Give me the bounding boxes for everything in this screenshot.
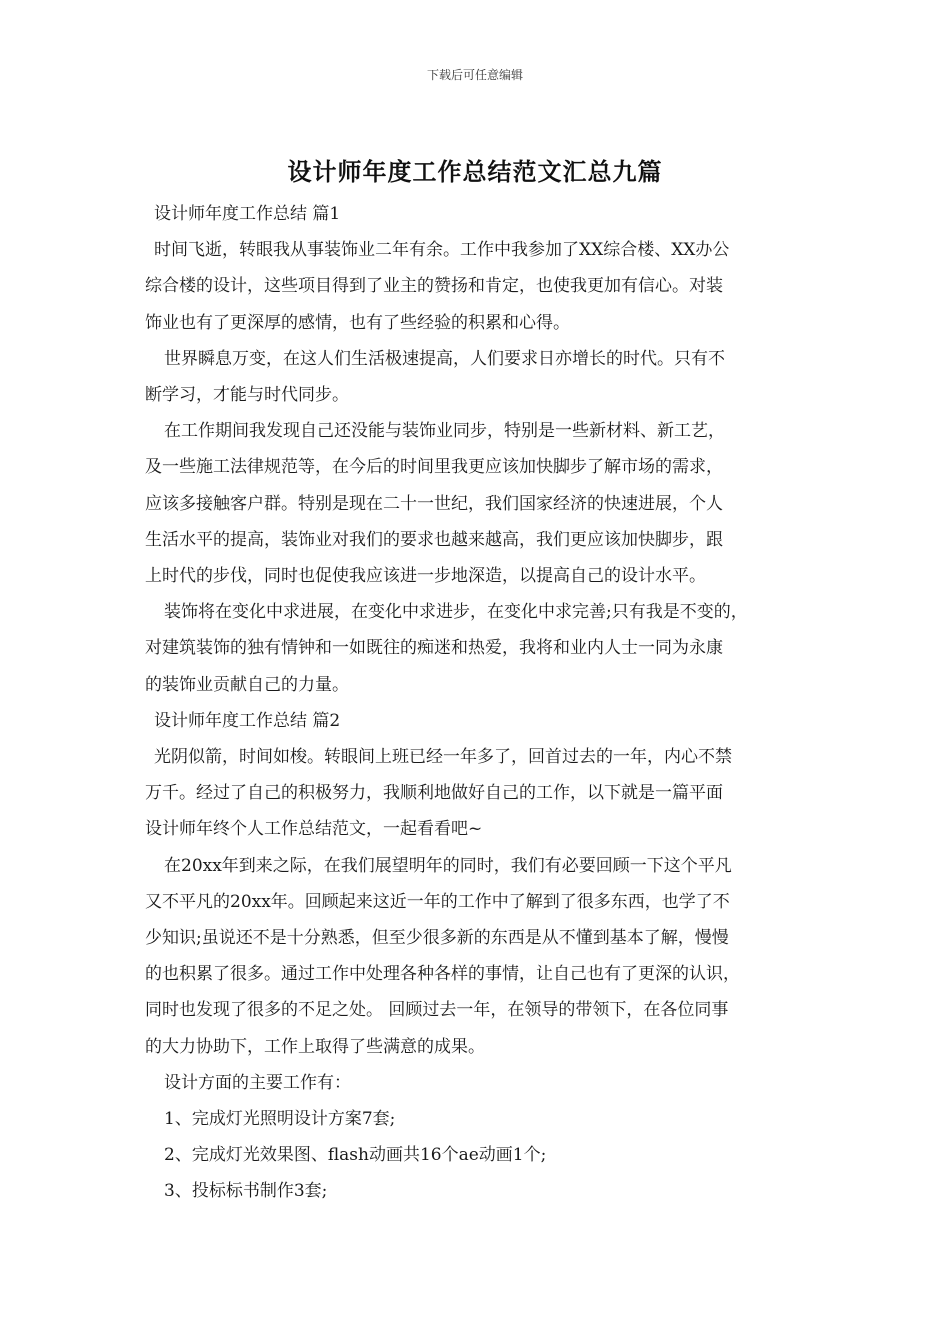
text-line: 少知识;虽说还不是十分熟悉，但至少很多新的东西是从不懂到基本了解，慢慢 bbox=[145, 928, 729, 949]
text-line: 断学习，才能与时代同步。 bbox=[145, 385, 349, 406]
text-line: 在工作期间我发现自己还没能与装饰业同步，特别是一些新材料、新工艺， bbox=[164, 421, 725, 442]
text-line: 万千。经过了自己的积极努力，我顺利地做好自己的工作，以下就是一篇平面 bbox=[145, 783, 723, 804]
text-line: 饰业也有了更深厚的感情，也有了些经验的积累和心得。 bbox=[145, 312, 570, 333]
text-line: 2、完成灯光效果图、flash动画共16个ae动画1个; bbox=[164, 1145, 547, 1166]
document-title: 设计师年度工作总结范文汇总九篇 bbox=[287, 157, 663, 186]
text-line: 应该多接触客户群。特别是现在二十一世纪，我们国家经济的快速进展，个人 bbox=[145, 493, 723, 514]
text-line: 光阴似箭，时间如梭。转眼间上班已经一年多了，回首过去的一年，内心不禁 bbox=[154, 747, 732, 768]
text-line: 在20xx年到来之际，在我们展望明年的同时，我们有必要回顾一下这个平凡 bbox=[164, 855, 732, 876]
text-line: 的装饰业贡献自己的力量。 bbox=[145, 674, 349, 695]
text-line: 对建筑装饰的独有情钟和一如既往的痴迷和热爱，我将和业内人士一同为永康 bbox=[145, 638, 723, 659]
text-line: 设计方面的主要工作有： bbox=[164, 1072, 351, 1093]
text-line: 设计师年度工作总结 篇1 bbox=[154, 204, 341, 224]
text-line: 及一些施工法律规范等，在今后的时间里我更应该加快脚步了解市场的需求， bbox=[145, 457, 723, 478]
text-line: 设计师年终个人工作总结范文，一起看看吧~ bbox=[145, 819, 483, 840]
text-line: 设计师年度工作总结 篇2 bbox=[154, 710, 341, 731]
text-line: 装饰将在变化中求进展，在变化中求进步，在变化中求完善;只有我是不变的， bbox=[164, 602, 748, 623]
document-body bbox=[145, 196, 810, 1210]
header-note: 下载后可任意编辑 bbox=[426, 68, 523, 82]
text-line: 3、投标标书制作3套; bbox=[164, 1181, 328, 1202]
text-line: 上时代的步伐，同时也促使我应该进一步地深造，以提高自己的设计水平。 bbox=[145, 566, 706, 587]
text-line: 时间飞逝，转眼我从事装饰业二年有余。工作中我参加了XX综合楼、XX办公 bbox=[154, 240, 730, 261]
text-line: 又不平凡的20xx年。回顾起来这近一年的工作中了解到了很多东西，也学了不 bbox=[145, 891, 730, 912]
text-line: 生活水平的提高，装饰业对我们的要求也越来越高，我们更应该加快脚步，跟 bbox=[145, 529, 723, 550]
text-line: 综合楼的设计，这些项目得到了业主的赞扬和肯定，也使我更加有信心。对装 bbox=[145, 276, 723, 297]
text-line: 的也积累了很多。通过工作中处理各种各样的事情，让自己也有了更深的认识， bbox=[145, 964, 740, 985]
text-line: 的大力协助下，工作上取得了些满意的成果。 bbox=[145, 1036, 485, 1057]
text-line: 世界瞬息万变，在这人们生活极速提高，人们要求日亦增长的时代。只有不 bbox=[164, 348, 725, 369]
text-line: 同时也发现了很多的不足之处。 回顾过去一年，在领导的带领下，在各位同事 bbox=[145, 1000, 729, 1021]
text-line: 1、完成灯光照明设计方案7套; bbox=[164, 1109, 396, 1130]
